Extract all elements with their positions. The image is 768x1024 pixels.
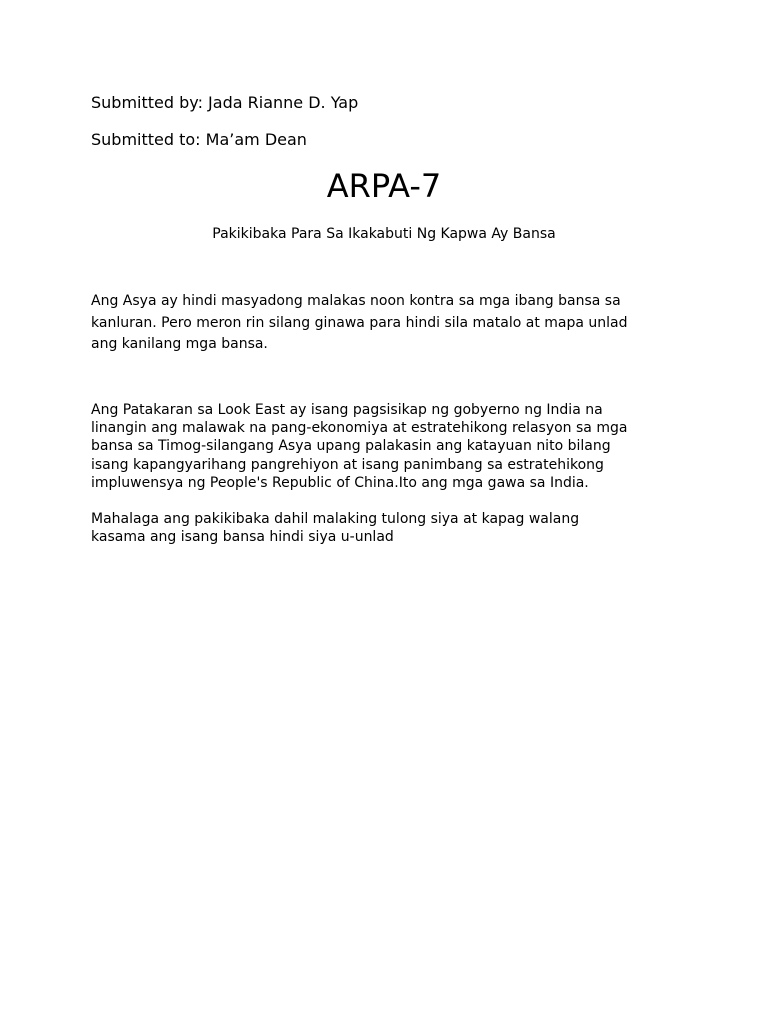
paragraph-line: linangin ang malawak na pang-ekonomiya at estratehikong relasyon sa mga xyxy=(91,420,628,437)
paragraph-asya xyxy=(91,291,691,356)
document-subtitle: Pakikibaka Para Sa Ikakabuti Ng Kapwa Ay Bansa xyxy=(212,226,556,242)
submitted-to-line: Submitted to: Ma’am Dean xyxy=(91,130,307,149)
paragraph-line: kasama ang isang bansa hindi siya u-unlad xyxy=(91,529,394,546)
paragraph-pakikibaka xyxy=(91,510,691,546)
paragraph-line: impluwensya ng People's Republic of China.Ito ang mga gawa sa India. xyxy=(91,474,589,491)
paragraph-look-east xyxy=(91,401,691,492)
paragraph-line: Ang Patakaran sa Look East ay isang pagsisikap ng gobyerno ng India na xyxy=(91,402,603,418)
submitted-by-line: Submitted by: Jada Rianne D. Yap xyxy=(91,93,359,112)
paragraph-line: Mahalaga ang pakikibaka dahil malaking tulong siya at kapag walang xyxy=(91,511,580,527)
paragraph-line: Ang Asya ay hindi masyadong malakas noon kontra sa mga ibang bansa sa xyxy=(91,293,621,309)
paragraph-line: kanluran. Pero meron rin silang ginawa para hindi sila matalo at mapa unlad xyxy=(91,314,628,331)
paragraph-line: isang kapangyarihang pangrehiyon at isang panimbang sa estratehikong xyxy=(91,456,604,473)
paragraph-line: ang kanilang mga bansa. xyxy=(91,336,268,352)
paragraph-line: bansa sa Timog-silangang Asya upang palakasin ang katayuan nito bilang xyxy=(91,438,611,455)
document-title: ARPA-7 xyxy=(326,167,442,205)
